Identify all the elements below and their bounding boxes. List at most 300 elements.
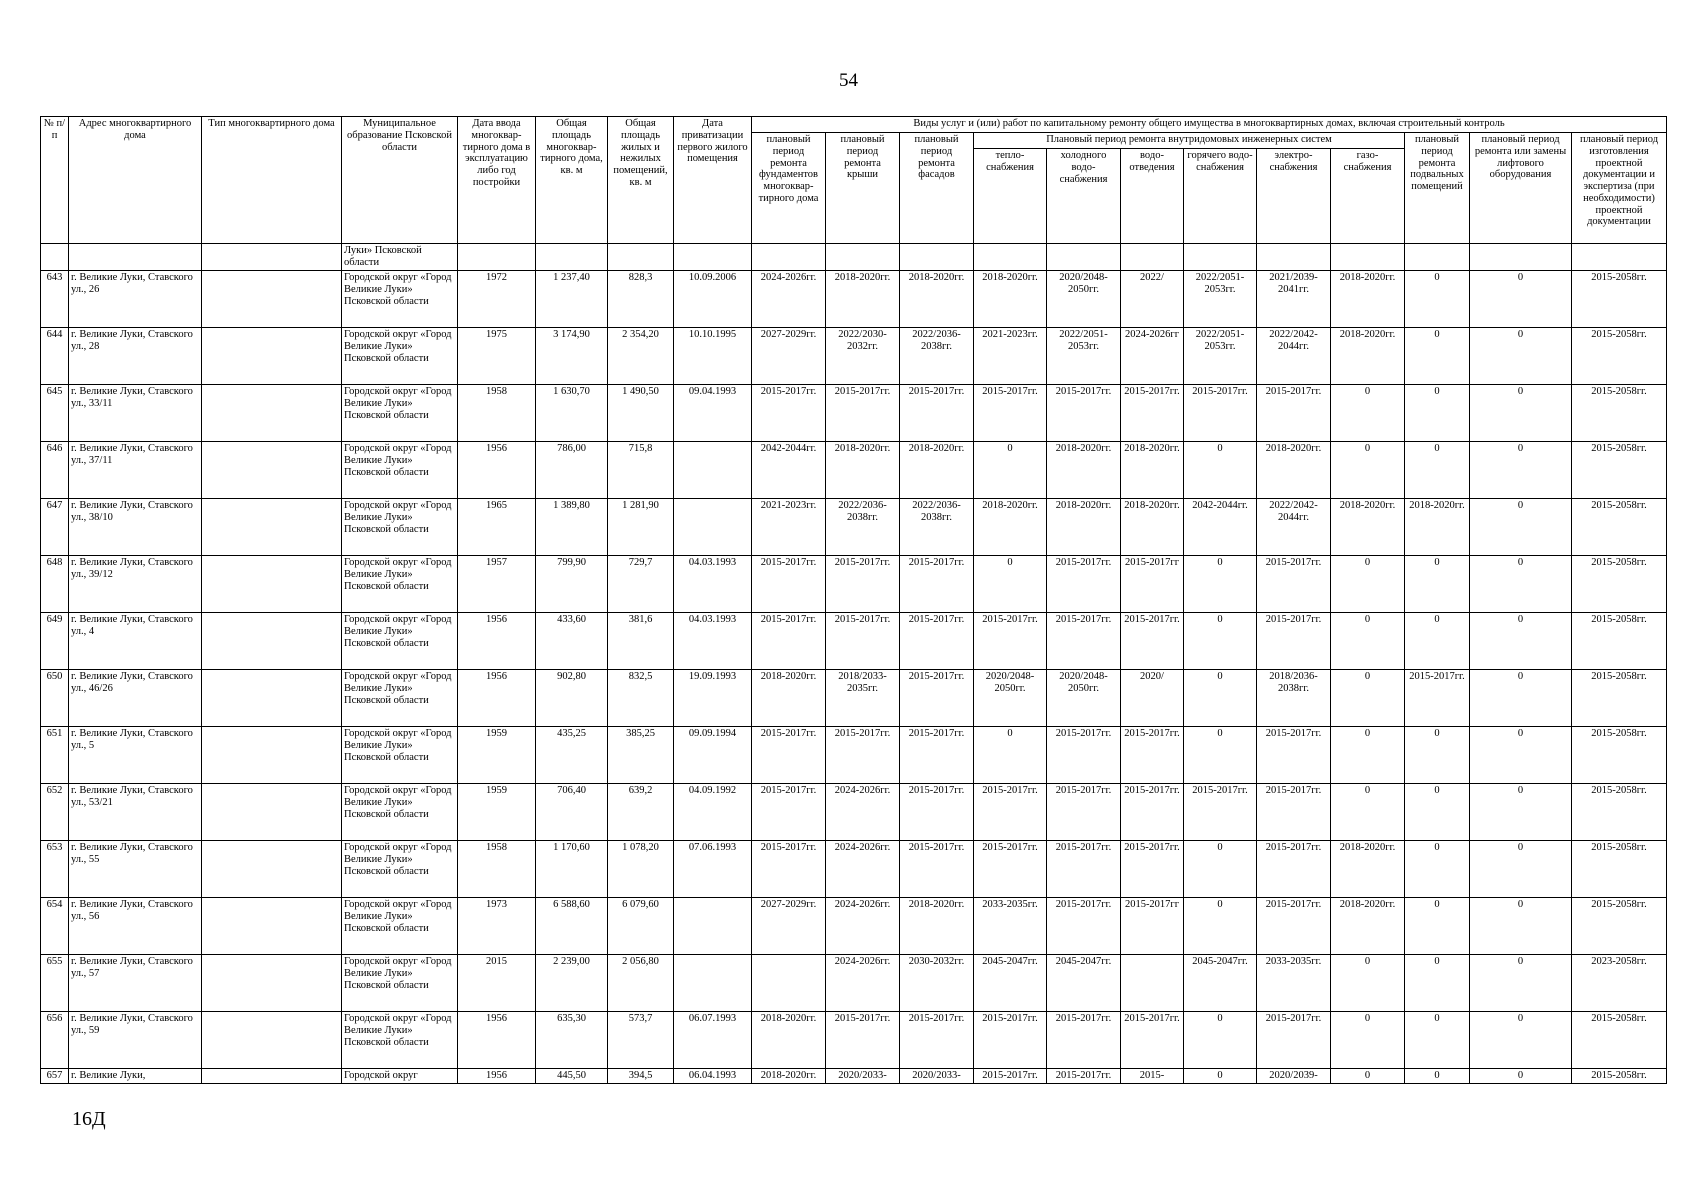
header-type: Тип многоквартирного дома <box>202 117 342 244</box>
table-header <box>41 117 1667 244</box>
cell-heating: 2021-2023гг. <box>974 328 1047 385</box>
cell-type <box>202 442 342 499</box>
cell-gas: 0 <box>1331 1069 1405 1084</box>
cell-hot-water: 0 <box>1184 727 1257 784</box>
cell-electricity: 2022/2042-2044гг. <box>1257 328 1331 385</box>
cell-gas: 0 <box>1331 784 1405 841</box>
cell-hot-water: 0 <box>1184 898 1257 955</box>
cell-municipality: Городской округ «Город Великие Луки» Псковской области <box>342 556 458 613</box>
cell-sewerage: 2015-2017гг <box>1121 898 1184 955</box>
cell-design: 2015-2058гг. <box>1572 1069 1667 1084</box>
cell-heating: 2018-2020гг. <box>974 271 1047 328</box>
cell-basement: 0 <box>1405 955 1470 1012</box>
cell-address: г. Великие Луки, Ставского ул., 28 <box>69 328 202 385</box>
cell-type <box>202 841 342 898</box>
cell-roof: 2015-2017гг. <box>826 556 900 613</box>
cell-sewerage: 2024-2026гг <box>1121 328 1184 385</box>
cell-basement: 0 <box>1405 1069 1470 1084</box>
cell-hot-water: 0 <box>1184 442 1257 499</box>
cell-num: 654 <box>41 898 69 955</box>
header-commission-date: Дата ввода многоквар-тирного дома в эксплуатацию либо год постройки <box>458 117 536 244</box>
cell-facade: 2022/2036-2038гг. <box>900 328 974 385</box>
cell-privatization: 06.07.1993 <box>674 1012 752 1069</box>
cell-design: 2015-2058гг. <box>1572 1012 1667 1069</box>
cell-year: 1972 <box>458 271 536 328</box>
footer-code: 16Д <box>72 1108 106 1130</box>
table-row <box>41 898 1667 955</box>
table-body <box>41 244 1667 1084</box>
cell-total-area: 3 174,90 <box>536 328 608 385</box>
cell-heating: 0 <box>974 727 1047 784</box>
cell-sewerage: 2020/ <box>1121 670 1184 727</box>
cell-electricity: 2015-2017гг. <box>1257 556 1331 613</box>
cell-basement: 2015-2017гг. <box>1405 670 1470 727</box>
cell-foundation: 2021-2023гг. <box>752 499 826 556</box>
continuation-municipality: Луки» Псковской области <box>342 244 458 271</box>
table-row <box>41 556 1667 613</box>
cell-roof: 2020/2033- <box>826 1069 900 1084</box>
cell-gas: 2018-2020гг. <box>1331 271 1405 328</box>
cell-elevator: 0 <box>1470 442 1572 499</box>
cell-gas: 0 <box>1331 955 1405 1012</box>
cell-facade: 2030-2032гг. <box>900 955 974 1012</box>
cell-municipality: Городской округ «Город Великие Луки» Псковской области <box>342 271 458 328</box>
table-row <box>41 955 1667 1012</box>
cell-basement: 2018-2020гг. <box>1405 499 1470 556</box>
cell-year: 1956 <box>458 670 536 727</box>
header-sewerage: водо-отведения <box>1121 149 1184 244</box>
cell-type <box>202 613 342 670</box>
cell-total-area: 1 237,40 <box>536 271 608 328</box>
cell-foundation: 2015-2017гг. <box>752 841 826 898</box>
header-foundation: плановый период ремонта фундаментов многоквар-тирного дома <box>752 133 826 244</box>
cell-address: г. Великие Луки, Ставского ул., 26 <box>69 271 202 328</box>
cell-num: 648 <box>41 556 69 613</box>
cell-municipality: Городской округ «Город Великие Луки» Псковской области <box>342 955 458 1012</box>
cell-premises-area: 1 078,20 <box>608 841 674 898</box>
table-row <box>41 841 1667 898</box>
cell-electricity: 2018/2036-2038гг. <box>1257 670 1331 727</box>
cell-year: 1959 <box>458 727 536 784</box>
cell-cold-water: 2020/2048-2050гг. <box>1047 271 1121 328</box>
header-design: плановый период изготовления проектной документации и экспертиза (при необходимости) проектной документации <box>1572 133 1667 244</box>
cell-roof: 2024-2026гг. <box>826 898 900 955</box>
cell-hot-water: 0 <box>1184 1012 1257 1069</box>
cell-year: 1958 <box>458 385 536 442</box>
cell-type <box>202 499 342 556</box>
cell-design: 2015-2058гг. <box>1572 385 1667 442</box>
cell-premises-area: 385,25 <box>608 727 674 784</box>
cell-foundation: 2024-2026гг. <box>752 271 826 328</box>
cell-total-area: 635,30 <box>536 1012 608 1069</box>
cell-foundation: 2018-2020гг. <box>752 1012 826 1069</box>
header-works-group: Виды услуг и (или) работ по капитальному ремонту общего имущества в многоквартирных домах, включая строительный контроль <box>752 117 1667 133</box>
cell-facade: 2018-2020гг. <box>900 442 974 499</box>
cell-foundation <box>752 955 826 1012</box>
cell-foundation: 2015-2017гг. <box>752 613 826 670</box>
cell-premises-area: 2 354,20 <box>608 328 674 385</box>
cell-hot-water: 2022/2051-2053гг. <box>1184 328 1257 385</box>
cell-year: 1959 <box>458 784 536 841</box>
cell-sewerage <box>1121 955 1184 1012</box>
cell-design: 2015-2058гг. <box>1572 328 1667 385</box>
table-row <box>41 613 1667 670</box>
cell-sewerage: 2015-2017гг. <box>1121 841 1184 898</box>
cell-privatization: 07.06.1993 <box>674 841 752 898</box>
cell-cold-water: 2015-2017гг. <box>1047 1012 1121 1069</box>
cell-premises-area: 729,7 <box>608 556 674 613</box>
cell-facade: 2015-2017гг. <box>900 613 974 670</box>
cell-elevator: 0 <box>1470 841 1572 898</box>
cell-elevator: 0 <box>1470 385 1572 442</box>
header-cold-water: холодного водо-снабжения <box>1047 149 1121 244</box>
cell-total-area: 2 239,00 <box>536 955 608 1012</box>
cell-cold-water: 2015-2017гг. <box>1047 727 1121 784</box>
cell-design: 2015-2058гг. <box>1572 670 1667 727</box>
cell-municipality: Городской округ «Город Великие Луки» Псковской области <box>342 727 458 784</box>
cell-electricity: 2015-2017гг. <box>1257 727 1331 784</box>
cell-year: 1957 <box>458 556 536 613</box>
cell-electricity: 2015-2017гг. <box>1257 385 1331 442</box>
cell-num: 643 <box>41 271 69 328</box>
cell-design: 2015-2058гг. <box>1572 499 1667 556</box>
cell-municipality: Городской округ «Город Великие Луки» Псковской области <box>342 328 458 385</box>
cell-gas: 0 <box>1331 442 1405 499</box>
cell-year: 1956 <box>458 1012 536 1069</box>
cell-foundation: 2015-2017гг. <box>752 556 826 613</box>
cell-roof: 2018-2020гг. <box>826 271 900 328</box>
cell-heating: 2015-2017гг. <box>974 841 1047 898</box>
cell-type <box>202 955 342 1012</box>
cell-sewerage: 2015-2017гг. <box>1121 385 1184 442</box>
cell-electricity: 2021/2039-2041гг. <box>1257 271 1331 328</box>
cell-municipality: Городской округ «Город Великие Луки» Псковской области <box>342 442 458 499</box>
cell-foundation: 2015-2017гг. <box>752 727 826 784</box>
cell-type <box>202 271 342 328</box>
cell-elevator: 0 <box>1470 670 1572 727</box>
cell-num: 645 <box>41 385 69 442</box>
cell-elevator: 0 <box>1470 556 1572 613</box>
cell-basement: 0 <box>1405 784 1470 841</box>
cell-privatization: 04.09.1992 <box>674 784 752 841</box>
cell-year: 1956 <box>458 613 536 670</box>
cell-roof: 2024-2026гг. <box>826 841 900 898</box>
cell-foundation: 2042-2044гг. <box>752 442 826 499</box>
cell-total-area: 1 170,60 <box>536 841 608 898</box>
cell-premises-area: 828,3 <box>608 271 674 328</box>
cell-gas: 0 <box>1331 613 1405 670</box>
cell-basement: 0 <box>1405 898 1470 955</box>
cell-facade: 2015-2017гг. <box>900 670 974 727</box>
header-total-area: Общая площадь многоквар-тирного дома, кв. м <box>536 117 608 244</box>
header-elevator: плановый период ремонта или замены лифтового оборудования <box>1470 133 1572 244</box>
table-row <box>41 784 1667 841</box>
cell-cold-water: 2015-2017гг. <box>1047 556 1121 613</box>
cell-hot-water: 0 <box>1184 841 1257 898</box>
cell-cold-water: 2015-2017гг. <box>1047 385 1121 442</box>
cell-cold-water: 2020/2048-2050гг. <box>1047 670 1121 727</box>
cell-premises-area: 381,6 <box>608 613 674 670</box>
cell-basement: 0 <box>1405 727 1470 784</box>
header-roof: плановый период ремонта крыши <box>826 133 900 244</box>
cell-type <box>202 670 342 727</box>
cell-facade: 2015-2017гг. <box>900 556 974 613</box>
cell-total-area: 786,00 <box>536 442 608 499</box>
cell-elevator: 0 <box>1470 1012 1572 1069</box>
cell-foundation: 2015-2017гг. <box>752 784 826 841</box>
cell-num: 652 <box>41 784 69 841</box>
header-municipality: Муниципальное образование Псковской области <box>342 117 458 244</box>
cell-num: 657 <box>41 1069 69 1084</box>
cell-cold-water: 2018-2020гг. <box>1047 442 1121 499</box>
cell-privatization: 04.03.1993 <box>674 556 752 613</box>
cell-cold-water: 2015-2017гг. <box>1047 1069 1121 1084</box>
cell-total-area: 1 630,70 <box>536 385 608 442</box>
cell-premises-area: 715,8 <box>608 442 674 499</box>
cell-cold-water: 2015-2017гг. <box>1047 784 1121 841</box>
table-row <box>41 271 1667 328</box>
cell-municipality: Городской округ «Город Великие Луки» Псковской области <box>342 499 458 556</box>
cell-privatization: 19.09.1993 <box>674 670 752 727</box>
cell-num: 649 <box>41 613 69 670</box>
cell-electricity: 2020/2039- <box>1257 1069 1331 1084</box>
cell-heating: 2033-2035гг. <box>974 898 1047 955</box>
cell-type <box>202 385 342 442</box>
cell-type <box>202 784 342 841</box>
cell-address: г. Великие Луки, Ставского ул., 39/12 <box>69 556 202 613</box>
cell-basement: 0 <box>1405 385 1470 442</box>
cell-foundation: 2018-2020гг. <box>752 1069 826 1084</box>
cell-cold-water: 2045-2047гг. <box>1047 955 1121 1012</box>
header-basement: плановый период ремонта подвальных помещений <box>1405 133 1470 244</box>
cell-facade: 2018-2020гг. <box>900 271 974 328</box>
header-premises-area: Общая площадь жилых и нежилых помещений, кв. м <box>608 117 674 244</box>
header-hot-water: горячего водо-снабжения <box>1184 149 1257 244</box>
cell-privatization: 10.09.2006 <box>674 271 752 328</box>
cell-total-area: 6 588,60 <box>536 898 608 955</box>
cell-address: г. Великие Луки, Ставского ул., 33/11 <box>69 385 202 442</box>
cell-heating: 2015-2017гг. <box>974 784 1047 841</box>
cell-privatization <box>674 898 752 955</box>
cell-basement: 0 <box>1405 271 1470 328</box>
cell-gas: 0 <box>1331 670 1405 727</box>
cell-design: 2015-2058гг. <box>1572 841 1667 898</box>
cell-basement: 0 <box>1405 613 1470 670</box>
cell-heating: 2018-2020гг. <box>974 499 1047 556</box>
cell-municipality: Городской округ <box>342 1069 458 1084</box>
header-address: Адрес многоквартирного дома <box>69 117 202 244</box>
cell-cold-water: 2015-2017гг. <box>1047 613 1121 670</box>
cell-gas: 0 <box>1331 727 1405 784</box>
cell-heating: 0 <box>974 556 1047 613</box>
cell-privatization: 06.04.1993 <box>674 1069 752 1084</box>
cell-municipality: Городской округ «Город Великие Луки» Псковской области <box>342 784 458 841</box>
cell-design: 2023-2058гг. <box>1572 955 1667 1012</box>
cell-design: 2015-2058гг. <box>1572 898 1667 955</box>
cell-premises-area: 1 490,50 <box>608 385 674 442</box>
cell-electricity: 2015-2017гг. <box>1257 613 1331 670</box>
cell-gas: 0 <box>1331 385 1405 442</box>
cell-type <box>202 727 342 784</box>
table-row <box>41 328 1667 385</box>
page-number: 54 <box>839 70 858 91</box>
cell-hot-water: 0 <box>1184 613 1257 670</box>
cell-heating: 2015-2017гг. <box>974 385 1047 442</box>
cell-num: 656 <box>41 1012 69 1069</box>
cell-address: г. Великие Луки, Ставского ул., 38/10 <box>69 499 202 556</box>
cell-address: г. Великие Луки, Ставского ул., 57 <box>69 955 202 1012</box>
cell-heating: 0 <box>974 442 1047 499</box>
cell-municipality: Городской округ «Город Великие Луки» Псковской области <box>342 670 458 727</box>
header-engineering-group: Плановый период ремонта внутридомовых инженерных систем <box>974 133 1405 149</box>
cell-sewerage: 2015-2017гг. <box>1121 727 1184 784</box>
cell-electricity: 2015-2017гг. <box>1257 841 1331 898</box>
cell-foundation: 2018-2020гг. <box>752 670 826 727</box>
cell-foundation: 2027-2029гг. <box>752 328 826 385</box>
cell-total-area: 799,90 <box>536 556 608 613</box>
cell-gas: 2018-2020гг. <box>1331 841 1405 898</box>
cell-num: 651 <box>41 727 69 784</box>
cell-basement: 0 <box>1405 442 1470 499</box>
table-row <box>41 385 1667 442</box>
cell-premises-area: 832,5 <box>608 670 674 727</box>
cell-foundation: 2027-2029гг. <box>752 898 826 955</box>
cell-privatization <box>674 442 752 499</box>
cell-address: г. Великие Луки, Ставского ул., 4 <box>69 613 202 670</box>
cell-roof: 2024-2026гг. <box>826 955 900 1012</box>
cell-type <box>202 328 342 385</box>
cell-design: 2015-2058гг. <box>1572 613 1667 670</box>
cell-address: г. Великие Луки, Ставского ул., 56 <box>69 898 202 955</box>
header-facade: плановый период ремонта фасадов <box>900 133 974 244</box>
cell-municipality: Городской округ «Город Великие Луки» Псковской области <box>342 385 458 442</box>
cell-address: г. Великие Луки, Ставского ул., 37/11 <box>69 442 202 499</box>
cell-sewerage: 2015-2017гг. <box>1121 784 1184 841</box>
cell-total-area: 902,80 <box>536 670 608 727</box>
cell-heating: 2015-2017гг. <box>974 1069 1047 1084</box>
table-row <box>41 442 1667 499</box>
cell-privatization: 10.10.1995 <box>674 328 752 385</box>
table-row <box>41 727 1667 784</box>
continuation-row <box>41 244 1667 271</box>
cell-total-area: 1 389,80 <box>536 499 608 556</box>
cell-hot-water: 2015-2017гг. <box>1184 784 1257 841</box>
cell-privatization: 04.03.1993 <box>674 613 752 670</box>
cell-type <box>202 898 342 955</box>
cell-sewerage: 2015-2017гг. <box>1121 1012 1184 1069</box>
cell-elevator: 0 <box>1470 784 1572 841</box>
cell-facade: 2015-2017гг. <box>900 1012 974 1069</box>
cell-electricity: 2015-2017гг. <box>1257 1012 1331 1069</box>
cell-premises-area: 2 056,80 <box>608 955 674 1012</box>
cell-privatization <box>674 955 752 1012</box>
cell-roof: 2022/2030-2032гг. <box>826 328 900 385</box>
cell-elevator: 0 <box>1470 328 1572 385</box>
cell-sewerage: 2015- <box>1121 1069 1184 1084</box>
cell-facade: 2015-2017гг. <box>900 841 974 898</box>
cell-electricity: 2015-2017гг. <box>1257 898 1331 955</box>
cell-design: 2015-2058гг. <box>1572 556 1667 613</box>
cell-hot-water: 0 <box>1184 556 1257 613</box>
cell-year: 1958 <box>458 841 536 898</box>
cell-premises-area: 1 281,90 <box>608 499 674 556</box>
cell-address: г. Великие Луки, Ставского ул., 46/26 <box>69 670 202 727</box>
cell-sewerage: 2022/ <box>1121 271 1184 328</box>
cell-roof: 2015-2017гг. <box>826 613 900 670</box>
cell-elevator: 0 <box>1470 727 1572 784</box>
cell-facade: 2015-2017гг. <box>900 385 974 442</box>
cell-cold-water: 2018-2020гг. <box>1047 499 1121 556</box>
cell-sewerage: 2015-2017гг. <box>1121 613 1184 670</box>
cell-roof: 2015-2017гг. <box>826 1012 900 1069</box>
cell-facade: 2022/2036-2038гг. <box>900 499 974 556</box>
capital-repair-table <box>40 116 1667 1084</box>
cell-design: 2015-2058гг. <box>1572 442 1667 499</box>
header-num: № п/п <box>41 117 69 244</box>
header-privatization-date: Дата приватизации первого жилого помещения <box>674 117 752 244</box>
cell-hot-water: 2015-2017гг. <box>1184 385 1257 442</box>
cell-hot-water: 0 <box>1184 1069 1257 1084</box>
cell-roof: 2018/2033-2035гг. <box>826 670 900 727</box>
cell-gas: 2018-2020гг. <box>1331 898 1405 955</box>
cell-total-area: 706,40 <box>536 784 608 841</box>
cell-municipality: Городской округ «Город Великие Луки» Псковской области <box>342 841 458 898</box>
cell-total-area: 433,60 <box>536 613 608 670</box>
table-row <box>41 1012 1667 1069</box>
cell-design: 2015-2058гг. <box>1572 271 1667 328</box>
cell-elevator: 0 <box>1470 613 1572 670</box>
cell-design: 2015-2058гг. <box>1572 784 1667 841</box>
cell-electricity: 2033-2035гг. <box>1257 955 1331 1012</box>
cell-year: 1965 <box>458 499 536 556</box>
cell-elevator: 0 <box>1470 898 1572 955</box>
cell-type <box>202 1012 342 1069</box>
cell-privatization: 09.04.1993 <box>674 385 752 442</box>
cell-basement: 0 <box>1405 328 1470 385</box>
cell-num: 647 <box>41 499 69 556</box>
cell-roof: 2022/2036-2038гг. <box>826 499 900 556</box>
cell-heating: 2045-2047гг. <box>974 955 1047 1012</box>
cell-gas: 0 <box>1331 1012 1405 1069</box>
cell-premises-area: 639,2 <box>608 784 674 841</box>
cell-address: г. Великие Луки, Ставского ул., 55 <box>69 841 202 898</box>
cell-num: 653 <box>41 841 69 898</box>
cell-type <box>202 556 342 613</box>
cell-hot-water: 2022/2051-2053гг. <box>1184 271 1257 328</box>
cell-facade: 2020/2033- <box>900 1069 974 1084</box>
table-row <box>41 1069 1667 1084</box>
cell-num: 655 <box>41 955 69 1012</box>
cell-elevator: 0 <box>1470 271 1572 328</box>
table-row <box>41 499 1667 556</box>
cell-address: г. Великие Луки, Ставского ул., 53/21 <box>69 784 202 841</box>
header-gas: газо-снабжения <box>1331 149 1405 244</box>
cell-privatization: 09.09.1994 <box>674 727 752 784</box>
cell-year: 2015 <box>458 955 536 1012</box>
cell-sewerage: 2018-2020гг. <box>1121 442 1184 499</box>
cell-cold-water: 2015-2017гг. <box>1047 841 1121 898</box>
cell-basement: 0 <box>1405 841 1470 898</box>
cell-total-area: 445,50 <box>536 1069 608 1084</box>
cell-heating: 2015-2017гг. <box>974 613 1047 670</box>
cell-cold-water: 2015-2017гг. <box>1047 898 1121 955</box>
cell-address: г. Великие Луки, Ставского ул., 5 <box>69 727 202 784</box>
table-row <box>41 670 1667 727</box>
cell-sewerage: 2015-2017гг <box>1121 556 1184 613</box>
cell-num: 644 <box>41 328 69 385</box>
cell-type <box>202 1069 342 1084</box>
cell-foundation: 2015-2017гг. <box>752 385 826 442</box>
